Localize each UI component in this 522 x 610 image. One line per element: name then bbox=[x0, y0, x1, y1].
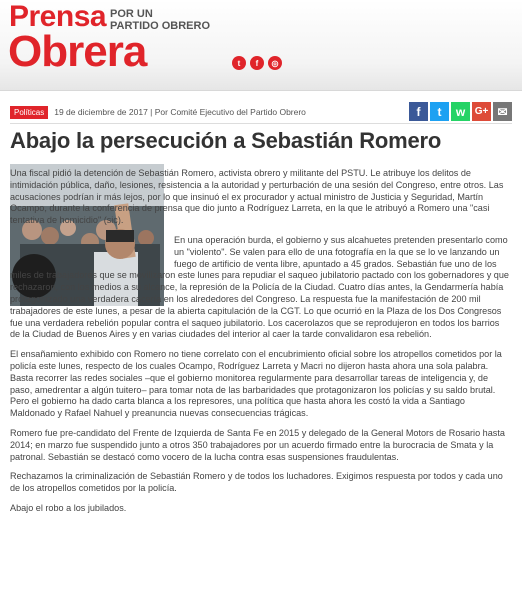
article-title: Abajo la persecución a Sebastián Romero bbox=[10, 128, 442, 153]
email-share-button[interactable]: ✉ bbox=[493, 102, 512, 121]
whatsapp-share-button[interactable]: w bbox=[451, 102, 470, 121]
facebook-share-button[interactable]: f bbox=[409, 102, 428, 121]
article-body bbox=[10, 168, 510, 523]
site-header bbox=[0, 0, 522, 91]
facebook-icon[interactable]: f bbox=[250, 56, 264, 70]
share-buttons bbox=[409, 102, 512, 121]
article-meta bbox=[10, 104, 306, 120]
googleplus-share-button[interactable]: G+ bbox=[472, 102, 491, 121]
instagram-icon[interactable]: ◎ bbox=[268, 56, 282, 70]
logo-prensa[interactable]: Prensa bbox=[9, 0, 107, 33]
article-byline: 19 de diciembre de 2017 | Por Comité Ejecutivo del Partido Obrero bbox=[54, 107, 306, 117]
article-paragraph: Romero fue pre-candidato del Frente de Izquierda de Santa Fe en 2015 y delegado de la General Motors de Rosario hasta 2014; en marzo fue suspendido junto a otros 350 trabajadores por un acuerdo firmado entre la burocracia de Smata y la patronal. Sebastián se destacó como vocero de la lucha contra esas suspensiones fraudulentas. bbox=[10, 427, 505, 462]
article-paragraph: El ensañamiento exhibido con Romero no tiene correlato con el encubrimiento oficial sobre los atropellos cometidos por la policía este lunes, respecto de los cuales Ocampo, Rodríguez Larreta y Macri no dijeron hasta ahora una sola palabra. Basta recorrer las redes sociales –que el gobierno monitorea regularmente para desarrollar tareas de inteligencia y, de paso, amedrentar a algún tuitero– para tomar nota de las barbaridades que protagonizaron los policías y su saldo brutal. Pero el gobierno ha dado carta blanca a los represores, una política que hasta ahora les costó la vida a Santiago Maldonado y Rafael Nahuel y preanuncia nuevas consecuencias trágicas. bbox=[10, 349, 502, 419]
tagline-line-1: POR UN bbox=[110, 8, 153, 20]
article-paragraph: En una operación burda, el gobierno y sus alcahuetes pretenden presentarlo como un "violento". Se valen para ello de una fotografía en la que se lo ve lanzando un fuego de artificio de venta libre, apuntado a 45 grados. Sebastián fue uno de los miles de trabajadores que se movilizaron este lunes para repudiar el saqueo jubilatorio pactado con los gobernadores y que rechazaron, con los medios a su alcance, la represión de la Policía de la Ciudad. Cuatro días antes, la Gendarmería había protagonizado una verdadera cacería en los alrededores del Congreso. La respuesta fue la manifestación de 200 mil trabajadores de este lunes, a pesar de la abierta capitulación de la CGT. Lo que ocurrió en la Plaza de los Dos Congresos fue una verdadera rebelión popular contra el saqueo jubilatorio. Los cacerolazos que se reprodujeron en todos los barrios de la Ciudad de Buenos Aires y en varias ciudades del interior al caer la tarde convalidaron esa rebelión. bbox=[10, 234, 509, 340]
tagline-line-2: PARTIDO OBRERO bbox=[110, 20, 211, 32]
photo-spacer bbox=[10, 235, 174, 269]
logo-obrera[interactable]: Obrera bbox=[8, 27, 147, 76]
divider bbox=[10, 123, 512, 124]
article-paragraph: Una fiscal pidió la detención de Sebastián Romero, activista obrero y militante del PSTU. Le atribuye los delitos de intimidación pública, daño, lesiones, resistencia a la autoridad y perturbación de una sesión del Congreso, entre otros. Las acusaciones podrían ir más lejos, por lo que insinuó el ex procurador y actual ministro de Justicia y Seguridad, Martín Ocampo, durante la conferencia de prensa que dio junto a Rodríguez Larreta, en la que le atribuyó a Romero una "casi tentativa de homicidio" (sic). bbox=[10, 168, 504, 226]
twitter-icon[interactable]: t bbox=[232, 56, 246, 70]
category-badge[interactable]: Políticas bbox=[10, 106, 48, 119]
header-social-links bbox=[232, 56, 282, 70]
article-paragraph: Abajo el robo a los jubilados. bbox=[10, 502, 127, 513]
article-paragraph: Rechazamos la criminalización de Sebastián Romero y de todos los luchadores. Exigimos respuesta por todos y cada uno de los atropellos cometidos por la policía. bbox=[10, 471, 503, 494]
twitter-share-button[interactable]: t bbox=[430, 102, 449, 121]
